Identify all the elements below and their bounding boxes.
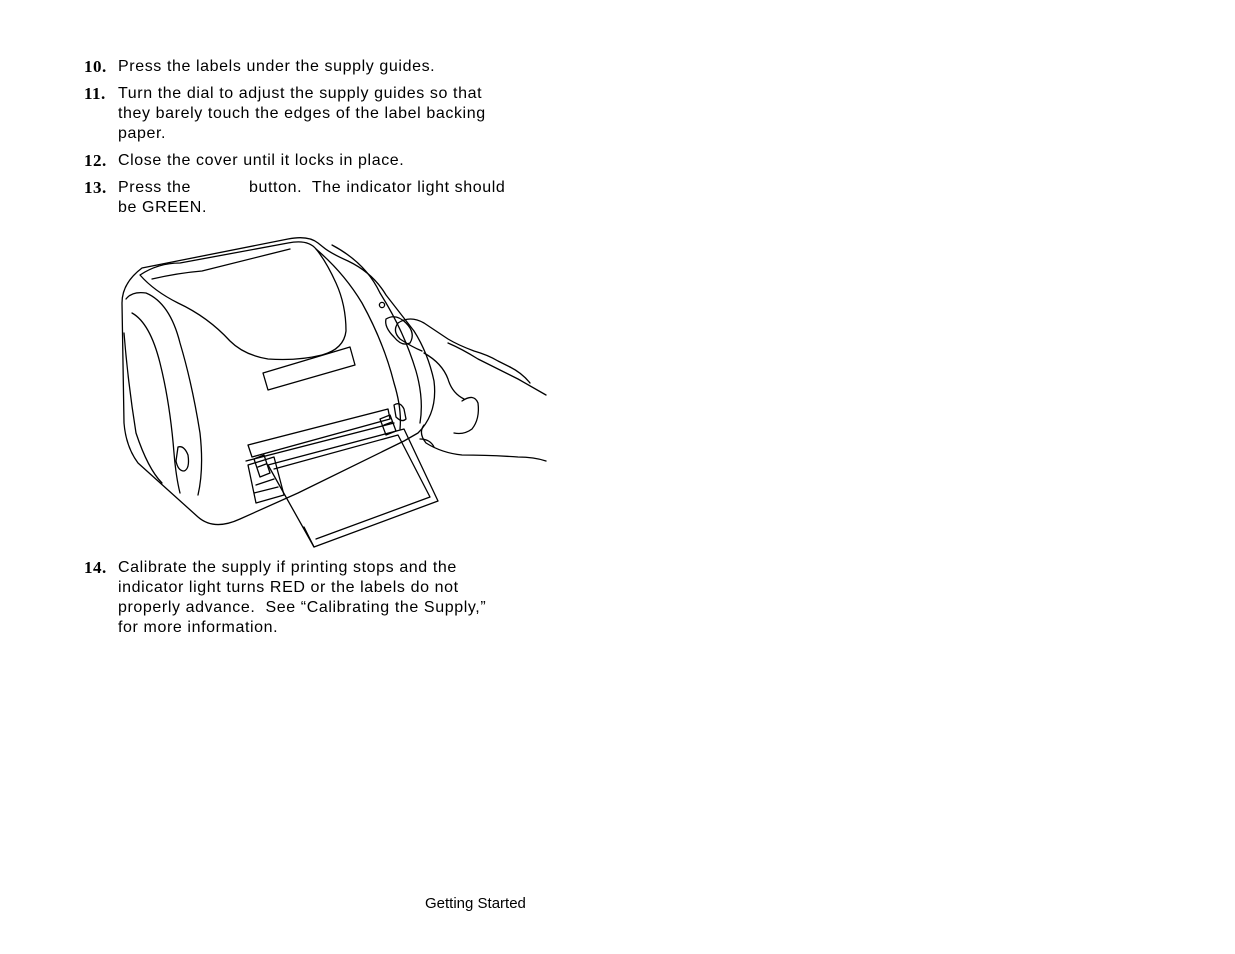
label-sheet-inner bbox=[274, 435, 430, 539]
left-side-edge bbox=[124, 333, 162, 483]
step-text bbox=[118, 57, 563, 77]
step-text bbox=[118, 151, 563, 171]
step-text bbox=[118, 84, 563, 144]
page-footer: Getting Started bbox=[425, 895, 526, 912]
step-text bbox=[118, 178, 563, 218]
step-number: 11. bbox=[84, 84, 106, 103]
label-fold bbox=[304, 527, 314, 547]
hand-palm bbox=[448, 343, 546, 395]
indicator-light bbox=[379, 302, 384, 307]
feed-button bbox=[386, 317, 413, 344]
hand-lower-fingers bbox=[454, 397, 478, 433]
step-number: 13. bbox=[84, 178, 107, 197]
step-line: properly advance. See “Calibrating the Supply,” bbox=[118, 599, 487, 616]
step-line: paper. bbox=[118, 125, 167, 142]
cover-inner-line bbox=[152, 249, 290, 279]
step-line: Turn the dial to adjust the supply guides so that bbox=[118, 85, 483, 102]
step-line: for more information. bbox=[118, 619, 279, 636]
step-number: 10. bbox=[84, 57, 107, 76]
front-slot-upper bbox=[248, 409, 390, 457]
step-number: 12. bbox=[84, 151, 107, 170]
step-text bbox=[118, 558, 563, 638]
hand-thumb bbox=[421, 425, 546, 461]
left-knob bbox=[176, 447, 189, 471]
printer-top-cover bbox=[140, 242, 346, 360]
step-line: they barely touch the edges of the label backing bbox=[118, 105, 486, 122]
step-line: indicator light turns RED or the labels do not bbox=[118, 579, 459, 596]
step-text-before-button: Press the bbox=[118, 179, 191, 196]
step-line: Close the cover until it locks in place. bbox=[118, 152, 405, 169]
step-line: be GREEN. bbox=[118, 199, 207, 216]
left-side-panel bbox=[126, 293, 202, 495]
right-side-panel bbox=[316, 249, 400, 429]
step-line bbox=[118, 178, 563, 198]
hand-knuckle bbox=[424, 353, 464, 399]
step-text-after-button: button. The indicator light should bbox=[249, 179, 506, 196]
left-side-inner bbox=[132, 313, 180, 493]
printer-body-outline bbox=[122, 238, 435, 525]
cover-window bbox=[263, 347, 355, 390]
step-number: 14. bbox=[84, 558, 107, 577]
step-line: Calibrate the supply if printing stops and the bbox=[118, 559, 457, 576]
step-line: Press the labels under the supply guides. bbox=[118, 58, 436, 75]
printer-with-hand-drawing bbox=[118, 233, 548, 551]
printer-illustration bbox=[118, 233, 548, 551]
hand-index-finger bbox=[398, 319, 510, 367]
